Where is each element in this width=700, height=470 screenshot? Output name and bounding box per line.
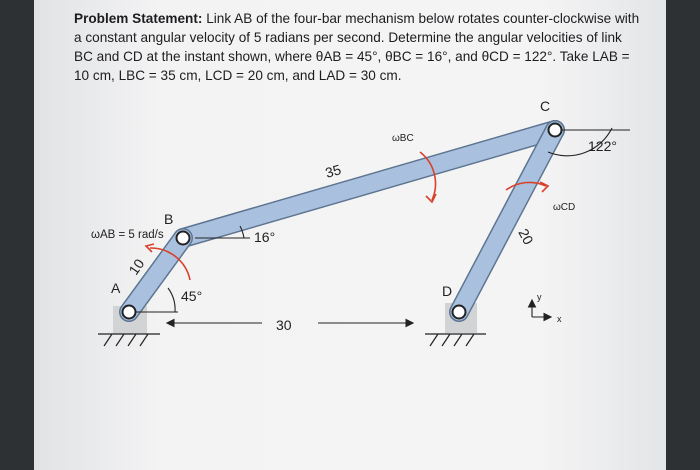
omega-bc-label: ωBC — [392, 133, 414, 144]
label-b: B — [164, 211, 174, 227]
length-ab-label: 10 — [125, 255, 148, 278]
label-d: D — [442, 283, 453, 299]
length-bc-label: 35 — [323, 161, 343, 181]
angle-cd-label: 122° — [588, 138, 617, 154]
axis-x-label: x — [557, 314, 562, 324]
problem-text: Link AB of the four-bar mechanism below rotates counter-clockwise with a constant angular velocity of 5 radians per second. Determine the angular velocities of link BC and CD at the instant shown, where θAB = 45°, θBC = 16°, and θCD = 122°. Take LAB = 10 cm, LBC = 35 cm, LCD = 20 cm, and LAD = 30 cm. — [74, 11, 640, 83]
pin-b — [177, 232, 190, 245]
axis-y-label: y — [537, 292, 542, 302]
length-ad-label: 30 — [276, 317, 292, 333]
pin-a — [123, 306, 136, 319]
omega-cd-label: ωCD — [553, 202, 576, 213]
length-cd-label: 20 — [515, 225, 537, 248]
xy-axes-icon — [532, 301, 550, 317]
pin-c — [549, 124, 562, 137]
label-a: A — [111, 280, 121, 296]
problem-lead: Problem Statement: — [74, 11, 203, 26]
angle-ab-label: 45° — [181, 288, 203, 304]
pin-d — [453, 306, 466, 319]
label-c: C — [540, 98, 551, 114]
omega-ab-label: ωAB = 5 rad/s — [91, 229, 164, 241]
angle-bc-label: 16° — [254, 229, 276, 245]
